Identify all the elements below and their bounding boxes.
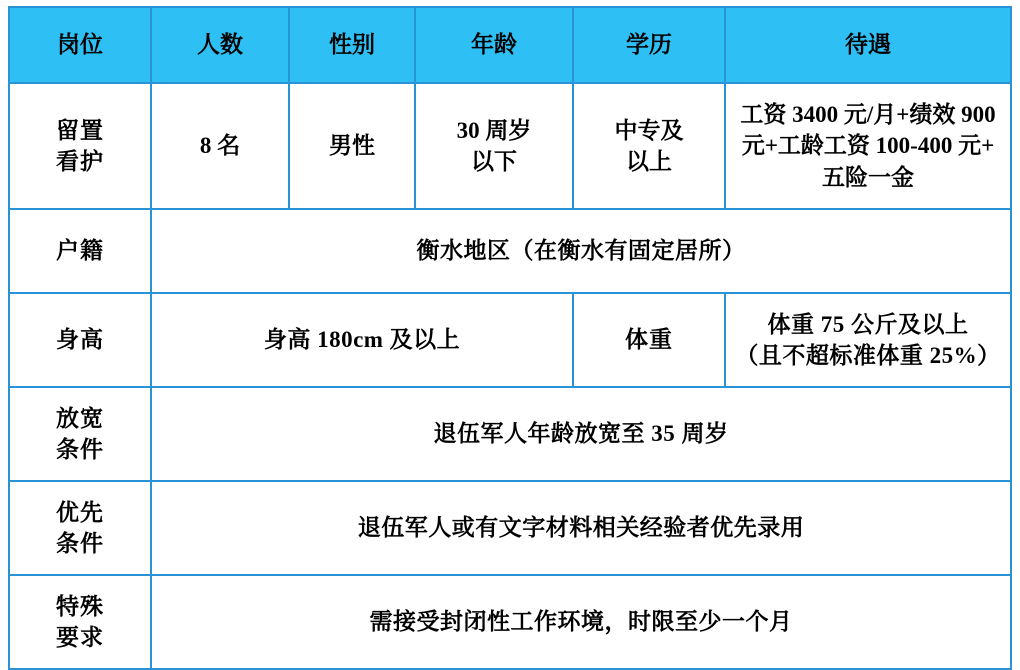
table-row-priority-condition	[9, 481, 1011, 575]
cell-position-count: 8 名	[151, 83, 289, 209]
cell-household-label: 户籍	[9, 209, 151, 293]
table-row-position-detail	[9, 83, 1011, 209]
table-body	[9, 83, 1011, 669]
cell-position-education	[573, 83, 725, 209]
cell-position-age	[415, 83, 573, 209]
cell-position-treatment	[725, 83, 1011, 209]
cell-household-value: 衡水地区（在衡水有固定居所）	[151, 209, 1011, 293]
age-line1: 30 周岁	[456, 117, 532, 143]
cell-weight-label: 体重	[573, 293, 725, 387]
special-label-line1: 特殊	[56, 593, 104, 619]
cell-position-name	[9, 83, 151, 209]
treatment-line1: 工资 3400 元/月+绩效 900	[740, 102, 996, 128]
column-header-education: 学历	[573, 7, 725, 83]
relaxed-label-line2: 条件	[56, 437, 104, 462]
education-line2: 以上	[626, 149, 672, 174]
cell-height-value: 身高 180cm 及以上	[151, 293, 573, 387]
treatment-line2: 元+工龄工资 100-400 元+	[741, 133, 995, 159]
priority-label-line2: 条件	[56, 531, 104, 556]
cell-position-gender: 男性	[289, 83, 415, 209]
age-line2: 以下	[471, 149, 517, 174]
weight-value-line1: 体重 75 公斤及以上	[767, 311, 969, 337]
cell-priority-label	[9, 481, 151, 575]
column-header-position: 岗位	[9, 7, 151, 83]
job-requirements-table	[8, 6, 1012, 670]
position-name-line2: 看护	[56, 149, 104, 174]
priority-label-line1: 优先	[56, 499, 104, 525]
cell-height-label: 身高	[9, 293, 151, 387]
relaxed-label-line1: 放宽	[56, 405, 104, 431]
table-row-special-requirement	[9, 575, 1011, 669]
table-header	[9, 7, 1011, 83]
treatment-line3: 五险一金	[822, 164, 914, 190]
table-row-household	[9, 209, 1011, 293]
table-row-relaxed-condition	[9, 387, 1011, 481]
cell-priority-value: 退伍军人或有文字材料相关经验者优先录用	[151, 481, 1011, 575]
table-header-row	[9, 7, 1011, 83]
weight-value-line2: （且不超标准体重 25%）	[735, 343, 1001, 368]
cell-special-value: 需接受封闭性工作环境，时限至少一个月	[151, 575, 1011, 669]
column-header-age: 年龄	[415, 7, 573, 83]
education-line1: 中专及	[614, 117, 684, 143]
column-header-count: 人数	[151, 7, 289, 83]
table-row-height-weight	[9, 293, 1011, 387]
column-header-treatment: 待遇	[725, 7, 1011, 83]
cell-relaxed-value: 退伍军人年龄放宽至 35 周岁	[151, 387, 1011, 481]
cell-special-label	[9, 575, 151, 669]
column-header-gender: 性别	[289, 7, 415, 83]
position-name-line1: 留置	[56, 117, 104, 143]
cell-weight-value	[725, 293, 1011, 387]
cell-relaxed-label	[9, 387, 151, 481]
special-label-line2: 要求	[56, 625, 104, 650]
